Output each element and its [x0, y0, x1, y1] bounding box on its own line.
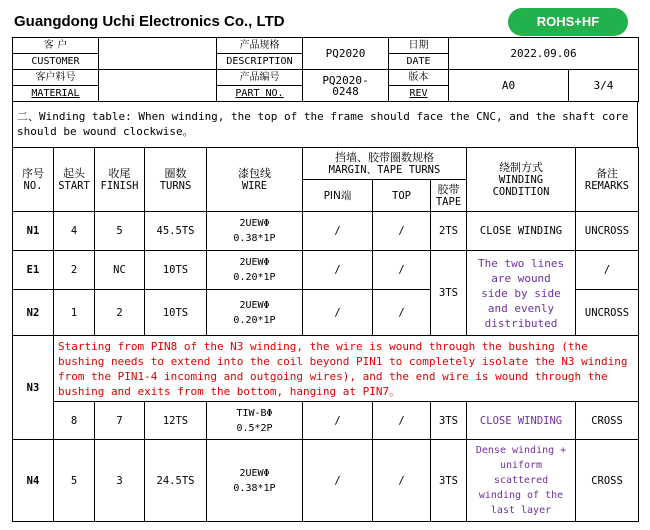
row-top: / [373, 290, 431, 336]
row-top: / [373, 251, 431, 290]
col-pin: PIN端 [303, 180, 373, 212]
rev-label-cn: 版本 [389, 70, 449, 86]
row-pin: / [303, 251, 373, 290]
row-top: / [373, 440, 431, 522]
row-condition: CLOSE WINDING [467, 402, 576, 440]
row-condition: The two lines are wound side by side and evenly distributed [467, 251, 576, 336]
material-value [99, 70, 217, 102]
col-condition-cn: 绕制方式 [499, 160, 544, 174]
col-start-cn: 起头 [63, 166, 85, 180]
row-finish: 3 [95, 440, 145, 522]
row-top: / [373, 212, 431, 251]
winding-table [12, 147, 639, 522]
row-start: 4 [54, 212, 95, 251]
row-wire-type: 2UEWΦ [239, 218, 270, 229]
customer-label-cn: 客 户 [13, 38, 99, 54]
info-table [12, 37, 639, 102]
row-start: 8 [54, 402, 95, 440]
row-tape: 3TS [431, 440, 467, 522]
rev-label-en: REV [389, 86, 449, 102]
document-header [12, 8, 638, 36]
col-margin-cn: 挡墙、胶带圈数规格 [335, 150, 434, 164]
row-wire-type: 2UEWΦ [239, 467, 270, 479]
col-margin-en: MARGIN、TAPE TURNS [328, 163, 441, 176]
table-row [13, 440, 639, 522]
row-no: N3 [13, 336, 54, 440]
row-remarks: / [576, 251, 639, 290]
row-remarks: UNCROSS [576, 212, 639, 251]
description-label-cn: 产品规格 [217, 38, 303, 54]
row-wire [207, 402, 303, 440]
date-label-cn: 日期 [389, 38, 449, 54]
customer-label-en: CUSTOMER [13, 54, 99, 70]
col-turns-cn: 圈数 [164, 166, 187, 180]
row-wire-type: TIW-BΦ [236, 407, 273, 419]
partno-value [303, 70, 389, 102]
row-wire-type: 2UEWΦ [239, 299, 270, 311]
col-no [13, 148, 54, 212]
row-wire-type: 2UEWΦ [239, 257, 270, 268]
col-no-cn: 序号 [22, 166, 44, 180]
rev-value: A0 [449, 70, 569, 102]
row-pin: / [303, 290, 373, 336]
col-wire-en: WIRE [241, 179, 268, 192]
table-row [13, 212, 639, 251]
row-no: E1 [13, 251, 54, 290]
row-tape: 2TS [431, 212, 467, 251]
row-no: N4 [13, 440, 54, 522]
row-wire [207, 251, 303, 290]
row-wire-size: 0.5*2P [236, 422, 273, 434]
row-pin: / [303, 440, 373, 522]
col-margin [303, 148, 467, 180]
col-no-en: NO. [23, 179, 43, 192]
col-remarks-cn: 备注 [596, 166, 619, 180]
row-pin: / [303, 402, 373, 440]
row-start: 1 [54, 290, 95, 336]
row-turns: 12TS [145, 402, 207, 440]
col-condition-en1: WINDING [498, 173, 544, 186]
row-finish: 5 [95, 212, 145, 251]
partno-value-line2: 0248 [332, 84, 359, 98]
col-finish-cn: 收尾 [108, 166, 131, 180]
row-wire-size: 0.20*1P [233, 272, 276, 283]
row-remarks: CROSS [576, 402, 639, 440]
table-row [13, 402, 639, 440]
n3-instruction: Starting from PIN8 of the N3 winding, the wire is wound through the bushing (the bushing needs to extend into the coil beyond PIN1 to completely isolate the N3 winding from the PIN1-4 incoming and outgoing wires), and the end wire is wound through the bushing and exits from the bottom, hanging at PIN7。 [54, 336, 639, 402]
winding-note: 二、Winding table: When winding, the top of the frame should face the CNC, and the shaft core should be wound clockwise。 [12, 101, 638, 148]
row-pin: / [303, 212, 373, 251]
row-tape: 3TS [431, 402, 467, 440]
row-turns: 10TS [145, 251, 207, 290]
table-row [13, 251, 639, 290]
partno-label-en: PART NO. [217, 86, 303, 102]
col-wire-cn: 漆包线 [238, 166, 271, 180]
row-remarks: UNCROSS [576, 290, 639, 336]
col-top: TOP [373, 180, 431, 212]
partno-label-cn: 产品编号 [217, 70, 303, 86]
row-turns: 45.5TS [145, 212, 207, 251]
row-remarks: CROSS [576, 440, 639, 522]
page-number: 3/4 [569, 70, 639, 102]
customer-value [99, 38, 217, 70]
table-row [13, 336, 639, 402]
col-finish-en: FINISH [100, 179, 139, 192]
col-remarks-en: REMARKS [584, 179, 630, 192]
row-no: N1 [13, 212, 54, 251]
row-tape: 3TS [431, 251, 467, 336]
row-no: N2 [13, 290, 54, 336]
row-wire [207, 212, 303, 251]
description-label-en: DESCRIPTION [217, 54, 303, 70]
col-tape-cn: 胶带 [437, 182, 460, 196]
col-finish [95, 148, 145, 212]
description-value: PQ2020 [303, 38, 389, 70]
row-condition: CLOSE WINDING [467, 212, 576, 251]
row-condition: Dense winding + uniform scattered winding of the last layer [467, 440, 576, 522]
row-wire-size: 0.20*1P [233, 314, 276, 326]
row-finish: NC [95, 251, 145, 290]
col-tape [431, 180, 467, 212]
col-condition-en2: CONDITION [492, 185, 550, 198]
row-turns: 24.5TS [145, 440, 207, 522]
col-turns [145, 148, 207, 212]
date-value: 2022.09.06 [449, 38, 639, 70]
row-start: 5 [54, 440, 95, 522]
material-label-cn: 客户料号 [13, 70, 99, 86]
row-finish: 2 [95, 290, 145, 336]
row-wire-size: 0.38*1P [233, 233, 276, 244]
col-start-en: START [58, 179, 90, 192]
row-top: / [373, 402, 431, 440]
row-finish: 7 [95, 402, 145, 440]
rohs-hf-badge: ROHS+HF [508, 8, 628, 36]
col-turns-en: TURNS [159, 179, 192, 192]
row-start: 2 [54, 251, 95, 290]
date-label-en: DATE [389, 54, 449, 70]
partno-value-line1: PQ2020- [322, 73, 369, 87]
row-wire [207, 440, 303, 522]
material-label-en: MATERIAL [13, 86, 99, 102]
row-wire [207, 290, 303, 336]
company-name: Guangdong Uchi Electronics Co., LTD [14, 13, 285, 30]
col-start [54, 148, 95, 212]
col-remarks [576, 148, 639, 212]
col-condition [467, 148, 576, 212]
row-wire-size: 0.38*1P [233, 482, 276, 494]
row-turns: 10TS [145, 290, 207, 336]
col-tape-en: TAPE [435, 195, 462, 208]
col-wire [207, 148, 303, 212]
